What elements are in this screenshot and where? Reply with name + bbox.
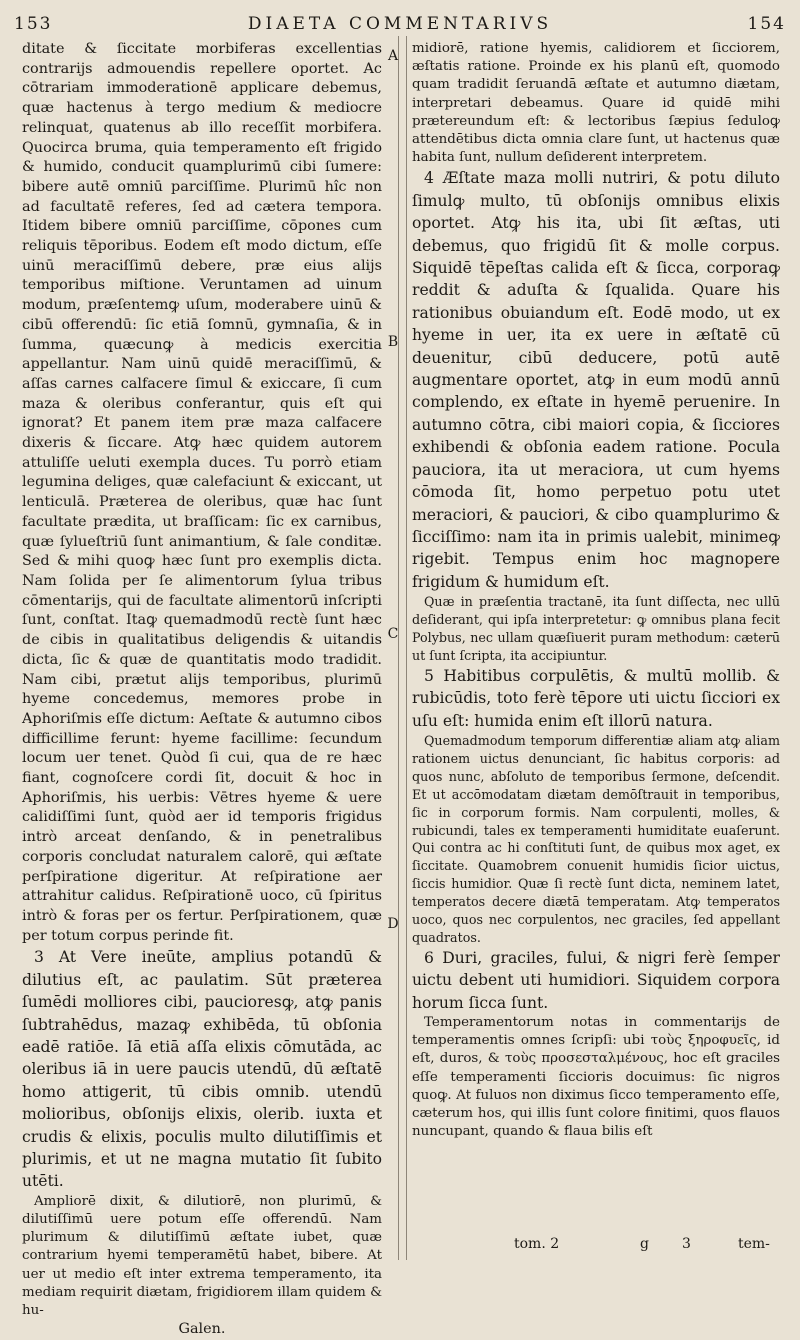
page-number-right: 154 (747, 14, 786, 34)
margin-letter-a: A (387, 48, 399, 64)
commentary-paragraph: ditate & ſiccitate morbiferas excellentias contrarijs admouendis repellere oportet. Ac cōtrariam immoderationē applicare debemus, quæ hactenus à tergo medium & mediocre relinquat, quatenus ab illo receſſit morbifera. Quocirca bruma, quia temperamento eſt frigido & humido, conducit quamplurimū cibi ſumere: bibere autē omniū parciſſime. Plurimū hîc non ad facultatē referes, ſed ad cætera tempora. Itidem bibere omniū parciſſime, cōpones cum reliquis tēporibus. Eodem eſt modo dictum, eſſe uinū meraciſſimū debere, præ eius alijs temporibus miſtione. Veruntamen ad uinum modum, præſentemꝙ uſum, moderabere uinū & cibū offerendū: ſic etiā ſomnū, gymnaſia, & in ſumma, quæcunꝙ à medicis exercitia appellantur. Nam uinū quidē meraciſſimū, & aſſas carnes calfacere ſimul & exiccare, ſi cum maza & oleribus conferantur, quis eſt qui ignorat? Et panem item præ maza calfacere dixeris & ſiccare. Atꝙ hæc quidem autorem attuliſſe ueluti exempla duces. Tu porrò etiam legumina deliges, quæ calefaciunt & exiccant, ut lenticulā. Præterea de oleribus, quæ hac ſunt facultate prædita, ut braſſicam: ſic ex carnibus, quæ ſylueſtriū ſunt animantium, & ſale conditæ. Sed & mihi quoꝙ hæc ſunt pro exemplis dicta. Nam ſolida per ſe alimentorum ſylua tribus cōmentarijs, qui de facultate alimentorū inſcripti ſunt, conſtat. Itaꝙ quemadmodū rectè ſunt hæc de cibis in qualitatibus deligendis & uitandis dicta, ſic & quæ de quantitatis modo tradidit. Nam cibi, prætut alijs temporibus, plurimū hyeme concedemus, memores probe in Aphoriſmis eſſe dictum: Aeſtate & autumno cibos difficillime ferunt: hyeme facillime: ſecundum locum uer tenet. Quòd ſi cui, qua de re hæc fiant, cognoſcere cordi ſit, docuit & hoc in Aphoriſmis, his uerbis: Vētres hyeme & uere calidiſſimi ſunt, quòd aer id temporis frigidus intrò arceat denſando, & in penetralibus corporis concludat naturalem calorē, qui æſtate perſpiratione digeritur. At reſpiratione aer attrahitur calidus. Reſpirationē uoco, cū ſpiritus intrò & foras per os fertur. Perſpirationem, quæ per totum corpus perinde fit. (22, 41, 382, 944)
margin-letter-d: D (387, 916, 399, 932)
margin-letter-b: B (387, 334, 399, 350)
signature-mark: g (640, 1236, 649, 1252)
commentary-paragraph: Ampliorē dixit, & dilutiorē, non plurimū, & dilutiſſimū uere potum eſſe offerendū. Nam plurimum & dilutiſſimū æſtate iubet, quæ contrarium hyemi temperamētū habet, bibere. At uer ut medio eſt inter extrema temperamento, ita mediam requirit diætam, frigidiorem illam quidem & hu- (22, 1193, 382, 1319)
signature-number: 3 (682, 1236, 691, 1252)
commentary-paragraph: midiorē, ratione hyemis, calidiorem et ſicciorem, æſtatis ratione. Proinde ex his planū eſt, quomodo quam tradidit ſeruandā æſtate et autumno diætam, interpretari debeamus. Quare id quidē mihi prætereundum eſt: & lectoribus ſæpius ſeduloꝙ attendētibus dicta omnia clare ſunt, ut hactenus quæ habita ſunt, nullum deſiderent interpretem. (412, 41, 780, 166)
catchword: tem- (738, 1236, 770, 1252)
footer-tom: tom. 2 (514, 1236, 560, 1252)
aphorism-3: 3 At Vere ineūte, amplius potandū & dilutius eſt, ac paulatim. Sūt præterea ſumēdi molliores cibi, paucioresꝙ, atꝙ panis ſubtrahēdus, mazaꝙ exhibēda, tū obſonia eadē ratiōe. Iā etiā aſſa elixis cōmutāda, ac oleribus iā in uere paucis utendū, dū æſtatē homo attigerit, tū cibis omnib. utendū molioribus, obſonijs elixis, olerib. iuxta et crudis & elixis, poculis multo dilutiſſimis et plurimis, et ut ne magna mutatio ſit ſubito utēti. (22, 948, 382, 1191)
column-rule-left (398, 36, 399, 1260)
running-head (14, 14, 786, 38)
catchword-galen: Galen. (178, 1321, 226, 1338)
margin-letter-c: C (387, 626, 399, 642)
aphorism-5: 5 Habitibus corpulētis, & multū mollib. & rubicūdis, toto ferè tēpore uti uictu ſicciori ex uſu eſt: humida enim eſt illorū natura. (412, 666, 780, 730)
aphorism-6: 6 Duri, graciles, fului, & nigri ferè ſemper uictu debent uti humidiori. Siquidem corpora horum ſicca ſunt. (412, 948, 780, 1012)
commentary-paragraph: Quæ in præſentia tractanē, ita ſunt diſſecta, nec ullū deſiderant, qui ipſa interpretetur: ꝙ omnibus plana fecit Polybus, nec ullam quæſiuerit puram methodum: cæterū ut ſunt ſcripta, ita accipiuntur. (412, 594, 780, 663)
column-rule-right (406, 36, 407, 1260)
commentary-paragraph: Quemadmodum temporum differentiæ aliam atꝙ aliam rationem uictus denunciant, ſic habitus corporis: ad quos nunc, abſoluto de temporibus ſermone, deſcendit. Et ut accōmodatam diætam demōſtrauit in temporibus, ſic in corporum formis. Nam corpulenti, molles, & rubicundi, tales ex temperamenti humiditate euaſerunt. Qui contra ac hi conſtituti ſunt, de quibus mox aget, ex ſiccitate. Quamobrem conuenit humidis ſicior uictus, ſiccis humidior. Quæ ſi rectè ſunt dicta, neminem latet, temperatos decere diætā temperatam. Atꝙ temperatos uoco, quos nec corpulentos, nec graciles, ſed appellant quadratos. (412, 732, 780, 945)
commentary-paragraph: Temperamentorum notas in commentarijs de temperamentis omnes ſcripſi: ubi τοὺς ξηροφυεῖς, id eſt, duros, & τοὺς προσεσταλμένους, hoc eſt graciles eſſe temperamenti ſiccioris docuimus: ſic nigros quoꝙ. At fuluos non diximus ſicco temperamento eſſe, cæterum hos, qui illis ſunt colore finitimi, quos flauos nuncupant, quando & flaua bilis eſt (412, 1015, 780, 1140)
aphorism-4: 4 Æſtate maza molli nutriri, & potu diluto ſimulꝙ multo, tū obſonijs omnibus elixis oportet. Atꝙ his ita, ubi ſit æſtas, uti debemus, quo frigidū ſit & molle corpus. Siquidē tēpeſtas calida eſt & ſicca, corporaꝙ reddit & aduſta & ſqualida. Quare his rationibus obuiandum eſt. Eodē modo, ut ex hyeme in uer, ita ex uere in æſtatē cū deuenitur, cibū deducere, potū autē augmentare oportet, atꝙ in eum modū annū complendo, ex eſtate in hyemē peruenire. In autumno cōtra, cibi maiori copia, & ſicciores exhibendi & obſonia eadem ratione. Pocula pauciora, ita ut meraciora, ut cum hyems cōmoda ſit, homo perpetuo potu utet meraciori, & pauciori, & cibo quamplurimo & ſicciſſimo: nam ita in primis ualebit, minimeꝙ rigebit. Tempus enim hoc magnopere frigidum & humidum eſt. (412, 169, 780, 591)
running-title: DIAETA COMMENTARIVS (247, 14, 553, 34)
page-number-left: 153 (14, 14, 53, 34)
left-column (22, 40, 382, 1338)
right-column (412, 40, 780, 1246)
